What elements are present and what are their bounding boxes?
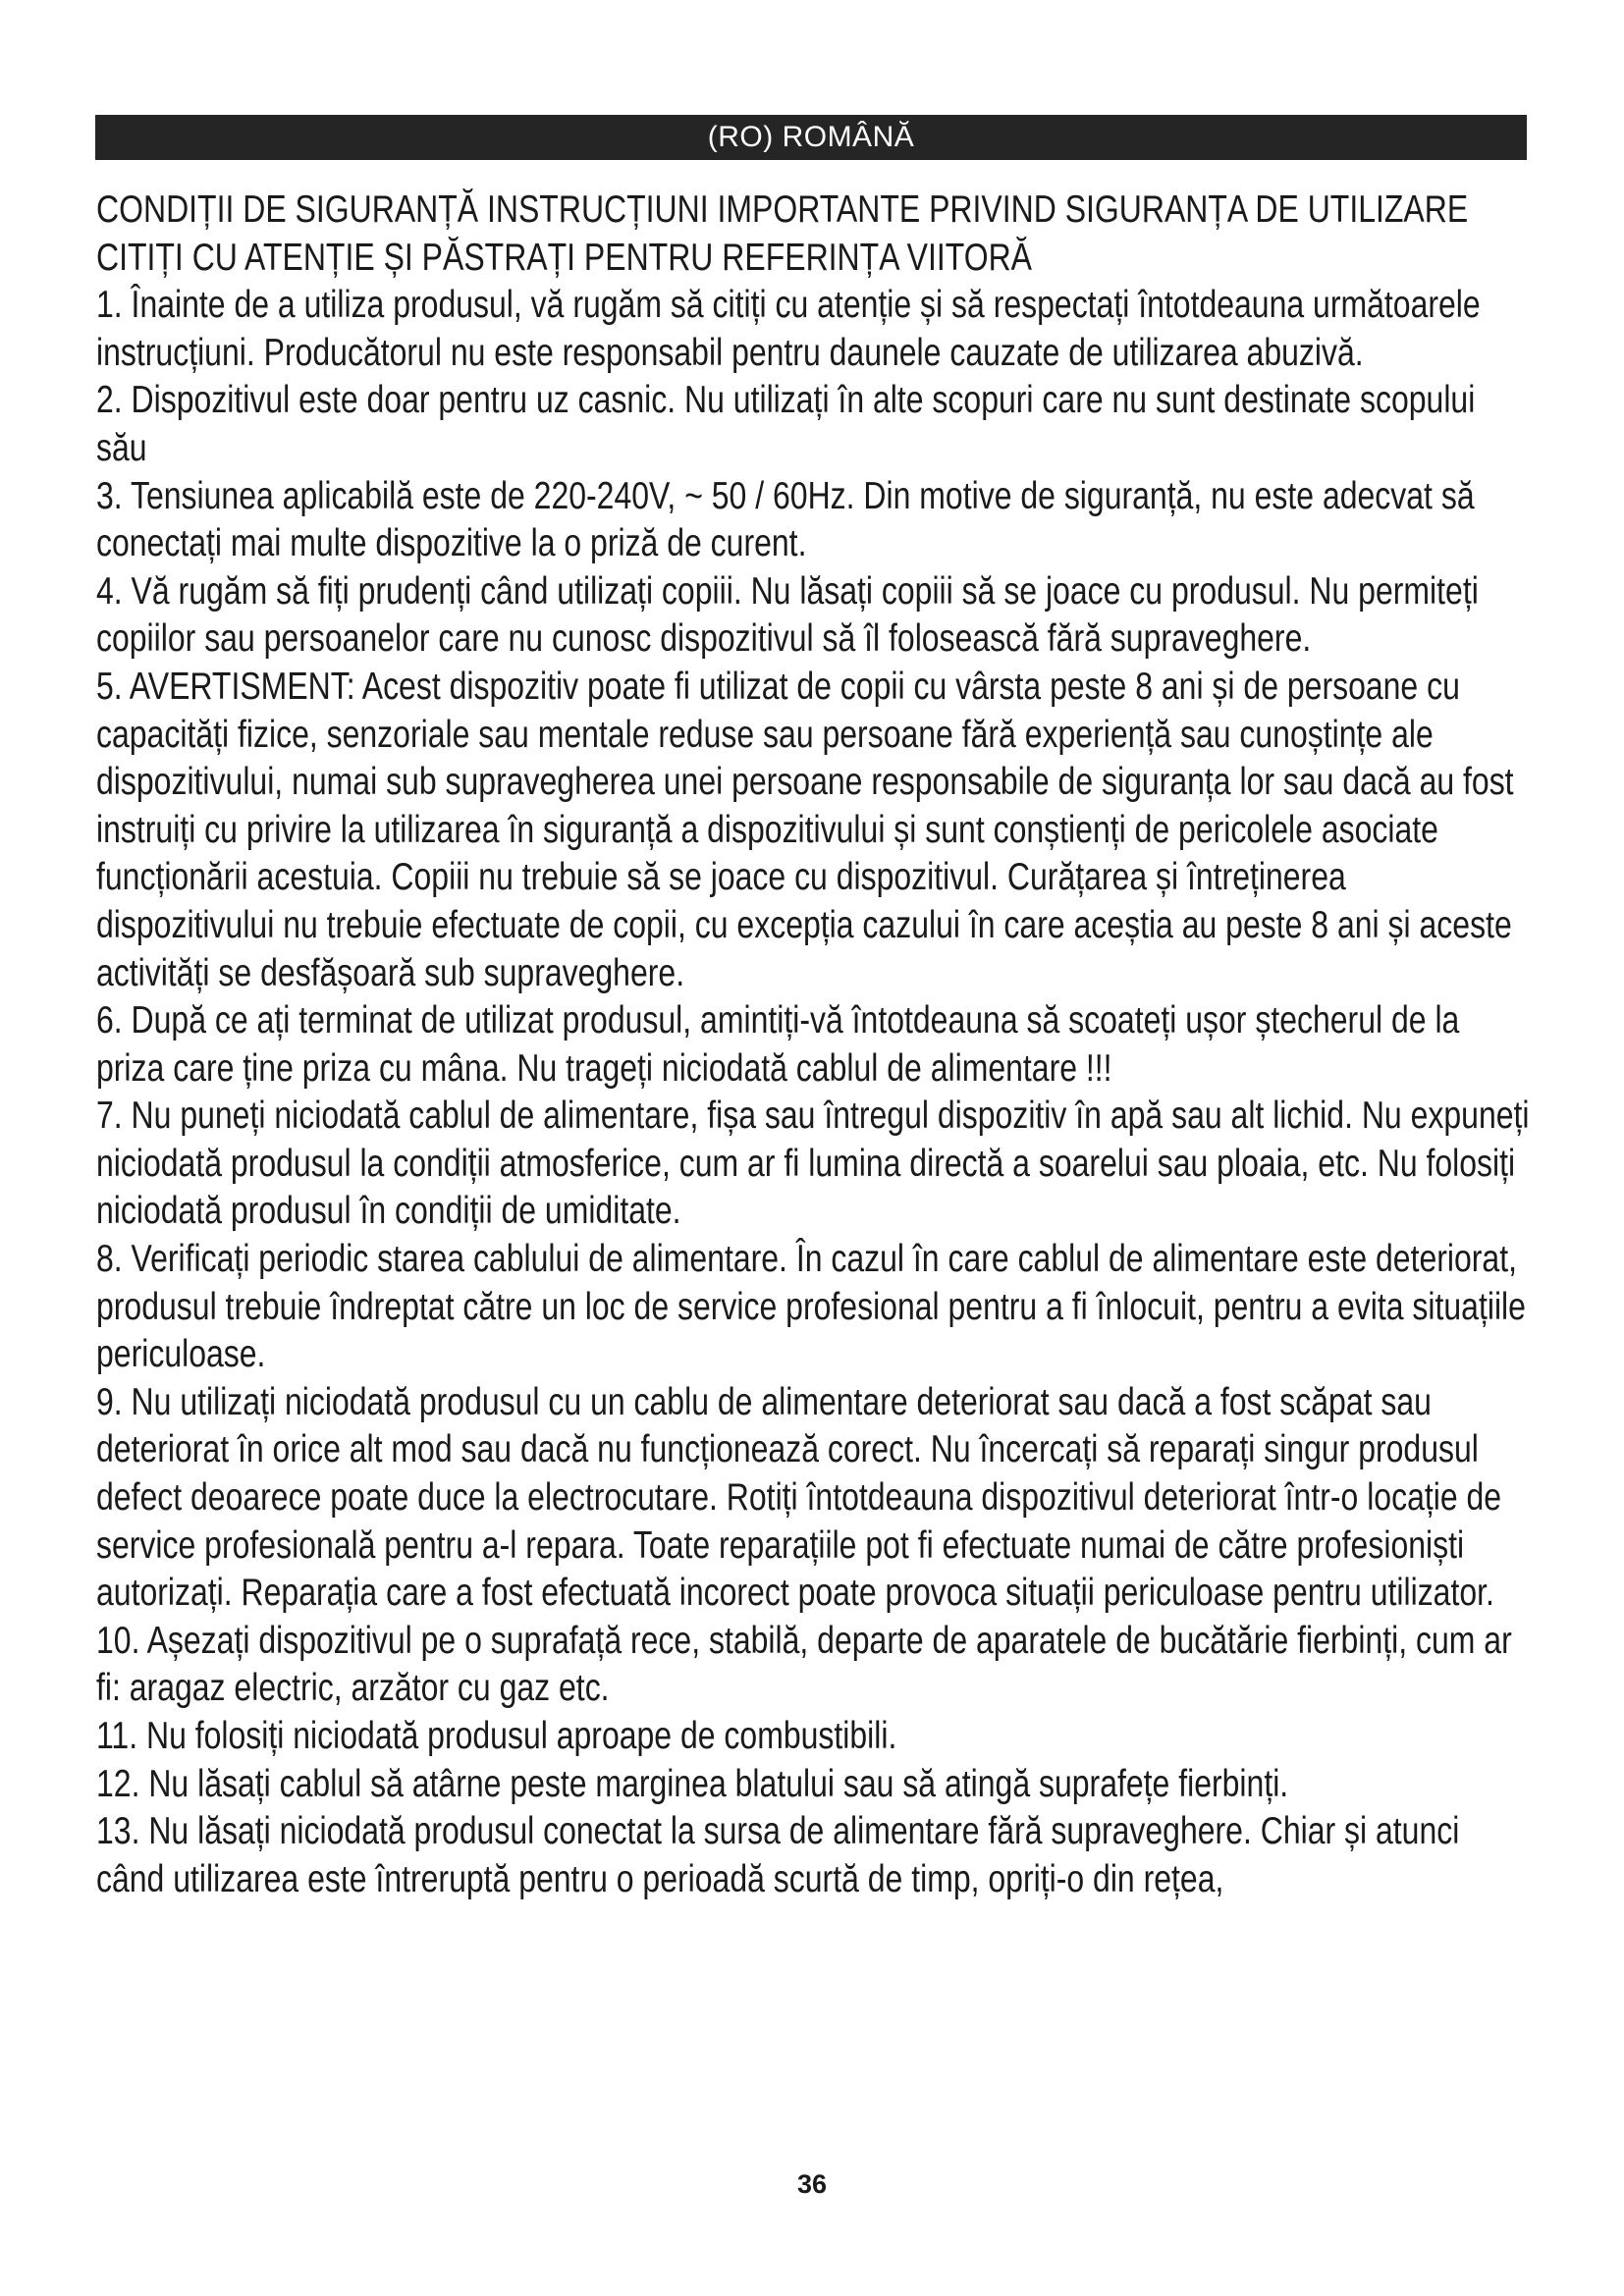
instruction-item-12: 12. Nu lăsați cablul să atârne peste marginea blatului sau să atingă suprafețe fierbinți.: [96, 1762, 1289, 1805]
instruction-item-8: 8. Verificați periodic starea cablului de alimentare. În cazul în care cablul de alimentare este deteriorat, produsul trebuie îndreptat către un loc de service profesional pentru a fi înlocuit, pentru a evita situațiile periculoase.: [96, 1238, 1526, 1376]
instruction-item-7: 7. Nu puneți niciodată cablul de alimentare, fișa sau întregul dispozitiv în apă sau alt lichid. Nu expuneți niciodată produsul la condiții atmosferice, cum ar fi lumina directă a soarelui sau ploaia, etc. Nu folosiți niciodată produsul în condiții de umiditate.: [96, 1095, 1530, 1233]
instruction-item-2: 2. Dispozitivul este doar pentru uz casnic. Nu utilizați în alte scopuri care nu sunt destinate scopului său: [96, 379, 1476, 469]
safety-title: CONDIȚII DE SIGURANȚĂ INSTRUCȚIUNI IMPORTANTE PRIVIND SIGURANȚA DE UTILIZARE CITIȚI CU ATENȚIE ȘI PĂSTRAȚI PENTRU REFERINȚA VIITORĂ: [96, 188, 1469, 279]
instruction-item-11: 11. Nu folosiți niciodată produsul aproape de combustibili.: [96, 1715, 897, 1757]
instruction-item-6: 6. După ce ați terminat de utilizat produsul, amintiți-vă întotdeauna să scoateți ușor ștecherul de la priza care ține priza cu mâna. Nu trageți niciodată cablul de alimentare !!!: [96, 999, 1460, 1090]
instruction-item-1: 1. Înainte de a utiliza produsul, vă rugăm să citiți cu atenție și să respectați întotdeauna următoarele instrucțiuni. Producătorul nu este responsabil pentru daunele cauzate de utilizarea abuzivă.: [96, 284, 1481, 374]
page-number: 36: [796, 2169, 828, 2199]
instruction-item-9: 9. Nu utilizați niciodată produsul cu un cablu de alimentare deteriorat sau dacă a fost scăpat sau deteriorat în orice alt mod sau dacă nu funcționează corect. Nu încercați să reparați singur produsul defect deoarece poate duce la electrocutare. Rotiți întotdeauna dispozitivul deteriorat într-o locație de service profesională pentru a-l repara. Toate reparațiile pot fi efectuate numai de către profesioniști autorizați. Reparația care a fost efectuată incorect poate provoca situații periculoase pentru utilizator.: [96, 1380, 1502, 1615]
language-header-bar: [95, 115, 1527, 160]
instruction-item-5: 5. AVERTISMENT: Acest dispozitiv poate fi utilizat de copii cu vârsta peste 8 ani și de persoane cu capacități fizice, senzoriale sau mentale reduse sau persoane fără experiență sau cunoștințe ale dispozitivului, numai sub supravegherea unei persoane responsabile de siguranța lor sau dacă au fost instruiți cu privire la utilizarea în siguranță a dispozitivului și sunt conștienți de pericolele asociate funcționării acestuia. Copiii nu trebuie să se joace cu dispozitivul. Curățarea și întreținerea dispozitivului nu trebuie efectuate de copii, cu excepția cazului în care aceștia au peste 8 ani și aceste activități se desfășoară sub supraveghere.: [96, 665, 1514, 994]
instruction-item-4: 4. Vă rugăm să fiți prudenți când utilizați copiii. Nu lăsați copiii să se joace cu produsul. Nu permiteți copiilor sau persoanelor care nu cunosc dispozitivul să îl folosească fără supraveghere.: [96, 569, 1479, 661]
instruction-item-3: 3. Tensiunea aplicabilă este de 220-240V, ~ 50 / 60Hz. Din motive de siguranță, nu este adecvat să conectați mai multe dispozitive la o priză de curent.: [96, 474, 1475, 565]
safety-instructions-body: [96, 187, 1532, 1903]
instruction-item-13: 13. Nu lăsați niciodată produsul conectat la sursa de alimentare fără supraveghere. Chiar și atunci când utilizarea este întreruptă pentru o perioadă scurtă de timp, opriți-o din rețea,: [96, 1810, 1460, 1900]
instruction-item-10: 10. Așezați dispozitivul pe o suprafață rece, stabilă, departe de aparatele de bucătărie fierbinți, cum ar fi: aragaz electric, arzător cu gaz etc.: [96, 1619, 1512, 1710]
language-label: (RO) ROMÂNĂ: [707, 121, 915, 153]
